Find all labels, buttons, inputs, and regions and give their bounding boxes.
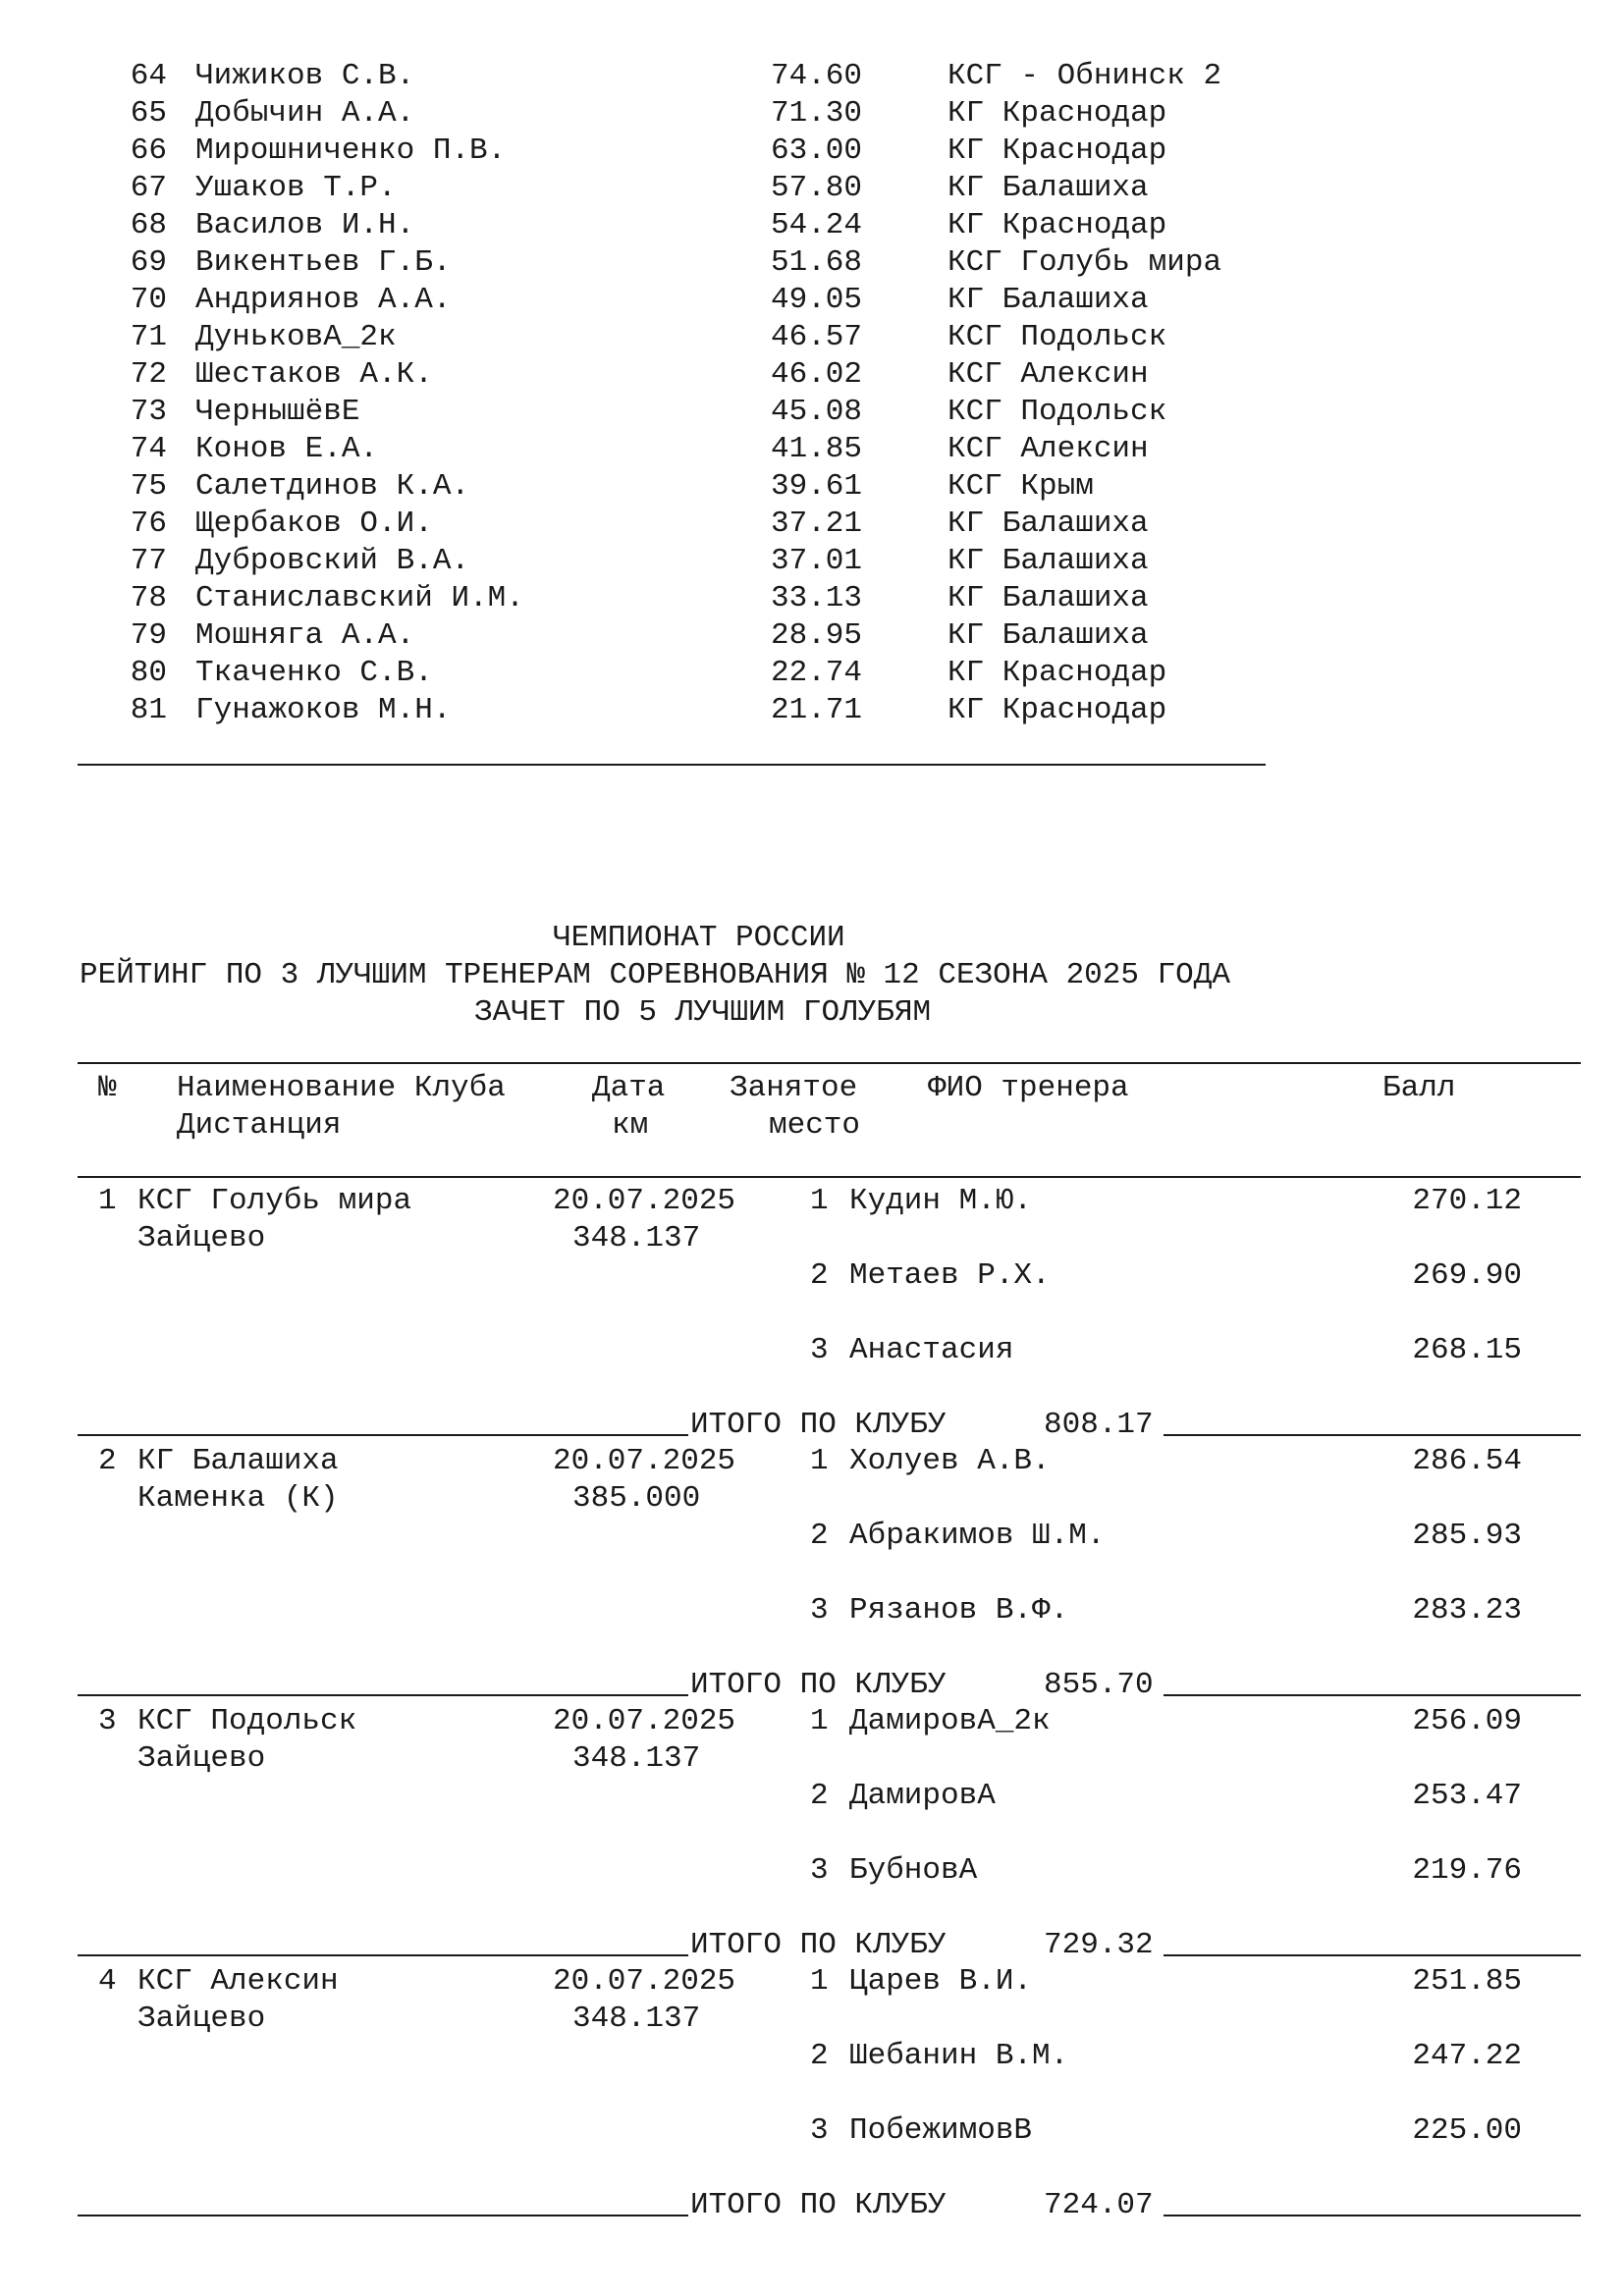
- coach-score: 283.23: [1412, 1593, 1522, 1628]
- ranking-score: 28.95: [771, 618, 863, 653]
- ranking-club: КГ Краснодар: [947, 96, 1167, 131]
- ranking-num: 68: [130, 208, 167, 242]
- ranking-name: Мошняга А.А.: [195, 618, 415, 653]
- ranking-name: Ушаков Т.Р.: [195, 171, 397, 205]
- ranking-num: 65: [130, 96, 167, 131]
- club-km: 348.137: [572, 2002, 701, 2036]
- ranking-num: 70: [130, 283, 167, 317]
- ranking-score: 33.13: [771, 581, 863, 615]
- ranking-club: КСГ - Обнинск 2: [947, 59, 1222, 93]
- ranking-score: 54.24: [771, 208, 863, 242]
- header-distance: Дистанция: [177, 1108, 342, 1143]
- coach-score: 219.76: [1412, 1853, 1522, 1888]
- coach-score: 268.15: [1412, 1333, 1522, 1367]
- coach-score: 253.47: [1412, 1779, 1522, 1813]
- ranking-name: Конов Е.А.: [195, 432, 379, 466]
- ranking-name: Шестаков А.К.: [195, 357, 433, 392]
- header-score: Балл: [1382, 1071, 1456, 1105]
- coach-score: 270.12: [1412, 1184, 1522, 1218]
- club-num: 2: [98, 1444, 117, 1478]
- ranking-name: Чижиков С.В.: [195, 59, 415, 93]
- ranking-num: 73: [130, 395, 167, 429]
- ranking-row: [0, 357, 1624, 395]
- total-value: 724.07: [1044, 2188, 1154, 2222]
- total-value: 855.70: [1044, 1668, 1154, 1702]
- ranking-name: Василов И.Н.: [195, 208, 415, 242]
- total-label: ИТОГО ПО КЛУБУ: [690, 1668, 947, 1702]
- ranking-list: [0, 59, 1624, 730]
- ranking-name: Добычин А.А.: [195, 96, 415, 131]
- ranking-num: 74: [130, 432, 167, 466]
- coach-score: 256.09: [1412, 1704, 1522, 1738]
- ranking-row: [0, 656, 1624, 693]
- ranking-name: Гунажоков М.Н.: [195, 693, 452, 727]
- total-label: ИТОГО ПО КЛУБУ: [690, 1408, 947, 1442]
- ranking-score: 57.80: [771, 171, 863, 205]
- coach-name: Метаев Р.Х.: [849, 1258, 1051, 1293]
- ranking-row: [0, 171, 1624, 208]
- ranking-club: КСГ Алексин: [947, 357, 1149, 392]
- header-km: км: [612, 1108, 649, 1143]
- ranking-list-bottom-rule: [78, 764, 1266, 766]
- club-name: КСГ Алексин: [137, 1964, 339, 1999]
- coach-score: 247.22: [1412, 2039, 1522, 2073]
- heading-line-2: РЕЙТИНГ ПО 3 ЛУЧШИМ ТРЕНЕРАМ СОРЕВНОВАНИЯ № 12 СЕЗОНА 2025 ГОДА: [80, 958, 1230, 992]
- ranking-num: 66: [130, 133, 167, 168]
- ranking-club: КГ Балашиха: [947, 544, 1149, 578]
- ranking-name: Андриянов А.А.: [195, 283, 452, 317]
- ranking-name: Щербаков О.И.: [195, 507, 433, 541]
- club-km: 385.000: [572, 1481, 701, 1516]
- club-date: 20.07.2025: [553, 1964, 736, 1999]
- ranking-score: 46.02: [771, 357, 863, 392]
- ranking-num: 64: [130, 59, 167, 93]
- coach-rank: 1: [810, 1444, 829, 1478]
- header-num: №: [98, 1071, 117, 1105]
- coach-rank: 1: [810, 1184, 829, 1218]
- ranking-score: 39.61: [771, 469, 863, 504]
- ranking-club: КГ Краснодар: [947, 693, 1167, 727]
- total-rule-right: [1164, 1954, 1581, 1956]
- ranking-name: Мирошниченко П.В.: [195, 133, 507, 168]
- coach-score: 285.93: [1412, 1519, 1522, 1553]
- ranking-row: [0, 507, 1624, 544]
- club-num: 3: [98, 1704, 117, 1738]
- ranking-num: 67: [130, 171, 167, 205]
- coach-rank: 3: [810, 1593, 829, 1628]
- ranking-score: 49.05: [771, 283, 863, 317]
- coach-rank: 2: [810, 1779, 829, 1813]
- ranking-club: КГ Балашиха: [947, 171, 1149, 205]
- ranking-score: 41.85: [771, 432, 863, 466]
- ranking-num: 69: [130, 245, 167, 280]
- coach-name: ПобежимовВ: [849, 2113, 1033, 2148]
- total-rule-left: [78, 1694, 688, 1696]
- total-rule-right: [1164, 1694, 1581, 1696]
- ranking-num: 81: [130, 693, 167, 727]
- coach-rank: 2: [810, 1519, 829, 1553]
- coach-score: 251.85: [1412, 1964, 1522, 1999]
- club-date: 20.07.2025: [553, 1184, 736, 1218]
- club-num: 4: [98, 1964, 117, 1999]
- ranking-score: 63.00: [771, 133, 863, 168]
- coach-name: ДамировА: [849, 1779, 996, 1813]
- table-header-top-rule: [78, 1062, 1581, 1064]
- ranking-row: [0, 395, 1624, 432]
- coach-rank: 1: [810, 1964, 829, 1999]
- ranking-row: [0, 544, 1624, 581]
- coach-rank: 3: [810, 1853, 829, 1888]
- ranking-club: КГ Балашиха: [947, 507, 1149, 541]
- ranking-num: 78: [130, 581, 167, 615]
- coach-name: Абракимов Ш.М.: [849, 1519, 1106, 1553]
- total-rule-left: [78, 2215, 688, 2216]
- club-distance: Каменка (К): [137, 1481, 339, 1516]
- ranking-num: 80: [130, 656, 167, 690]
- coach-rank: 3: [810, 1333, 829, 1367]
- header-place-2: место: [769, 1108, 861, 1143]
- coach-score: 225.00: [1412, 2113, 1522, 2148]
- ranking-club: КГ Балашиха: [947, 283, 1149, 317]
- total-rule-left: [78, 1954, 688, 1956]
- ranking-score: 51.68: [771, 245, 863, 280]
- coach-name: Рязанов В.Ф.: [849, 1593, 1069, 1628]
- ranking-score: 22.74: [771, 656, 863, 690]
- ranking-name: ЧернышёвЕ: [195, 395, 360, 429]
- ranking-row: [0, 320, 1624, 357]
- coach-rank: 1: [810, 1704, 829, 1738]
- ranking-club: КСГ Голубь мира: [947, 245, 1222, 280]
- ranking-club: КСГ Алексин: [947, 432, 1149, 466]
- club-date: 20.07.2025: [553, 1704, 736, 1738]
- ranking-name: Ткаченко С.В.: [195, 656, 433, 690]
- ranking-num: 79: [130, 618, 167, 653]
- ranking-num: 75: [130, 469, 167, 504]
- total-label: ИТОГО ПО КЛУБУ: [690, 2188, 947, 2222]
- ranking-row: [0, 208, 1624, 245]
- coach-rank: 2: [810, 2039, 829, 2073]
- ranking-club: КСГ Подольск: [947, 320, 1167, 354]
- ranking-score: 45.08: [771, 395, 863, 429]
- total-rule-right: [1164, 2215, 1581, 2216]
- header-coach: ФИО тренера: [928, 1071, 1129, 1105]
- ranking-score: 21.71: [771, 693, 863, 727]
- ranking-name: Дубровский В.А.: [195, 544, 470, 578]
- coach-rank: 2: [810, 1258, 829, 1293]
- coach-name: Холуев А.В.: [849, 1444, 1051, 1478]
- ranking-num: 76: [130, 507, 167, 541]
- header-date: Дата: [592, 1071, 666, 1105]
- ranking-row: [0, 581, 1624, 618]
- ranking-name: Викентьев Г.Б.: [195, 245, 452, 280]
- ranking-num: 71: [130, 320, 167, 354]
- ranking-row: [0, 283, 1624, 320]
- coach-rank: 3: [810, 2113, 829, 2148]
- heading-line-3: ЗАЧЕТ ПО 5 ЛУЧШИМ ГОЛУБЯМ: [474, 995, 932, 1030]
- ranking-score: 37.21: [771, 507, 863, 541]
- coach-score: 286.54: [1412, 1444, 1522, 1478]
- club-name: КСГ Голубь мира: [137, 1184, 412, 1218]
- coach-name: ДамировА_2к: [849, 1704, 1051, 1738]
- ranking-club: КГ Краснодар: [947, 133, 1167, 168]
- ranking-row: [0, 133, 1624, 171]
- ranking-row: [0, 245, 1624, 283]
- club-name: КСГ Подольск: [137, 1704, 357, 1738]
- header-place-1: Занятое: [730, 1071, 858, 1105]
- ranking-club: КСГ Крым: [947, 469, 1094, 504]
- ranking-row: [0, 618, 1624, 656]
- coach-name: Анастасия: [849, 1333, 1014, 1367]
- ranking-club: КСГ Подольск: [947, 395, 1167, 429]
- coach-score: 269.90: [1412, 1258, 1522, 1293]
- ranking-row: [0, 432, 1624, 469]
- heading-line-1: ЧЕМПИОНАТ РОССИИ: [553, 921, 845, 955]
- ranking-club: КГ Балашиха: [947, 618, 1149, 653]
- ranking-num: 72: [130, 357, 167, 392]
- ranking-club: КГ Балашиха: [947, 581, 1149, 615]
- ranking-num: 77: [130, 544, 167, 578]
- ranking-row: [0, 693, 1624, 730]
- coach-name: БубновА: [849, 1853, 978, 1888]
- ranking-club: КГ Краснодар: [947, 656, 1167, 690]
- ranking-name: Станиславский И.М.: [195, 581, 524, 615]
- coach-name: Шебанин В.М.: [849, 2039, 1069, 2073]
- total-rule-right: [1164, 1434, 1581, 1436]
- club-distance: Зайцево: [137, 1221, 266, 1255]
- ranking-row: [0, 59, 1624, 96]
- table-header-bottom-rule: [78, 1176, 1581, 1178]
- ranking-name: Салетдинов К.А.: [195, 469, 470, 504]
- ranking-score: 46.57: [771, 320, 863, 354]
- coach-name: Царев В.И.: [849, 1964, 1033, 1999]
- club-date: 20.07.2025: [553, 1444, 736, 1478]
- total-label: ИТОГО ПО КЛУБУ: [690, 1928, 947, 1962]
- club-num: 1: [98, 1184, 117, 1218]
- club-km: 348.137: [572, 1221, 701, 1255]
- total-rule-left: [78, 1434, 688, 1436]
- ranking-row: [0, 469, 1624, 507]
- club-distance: Зайцево: [137, 1741, 266, 1776]
- ranking-name: ДуньковА_2к: [195, 320, 397, 354]
- total-value: 729.32: [1044, 1928, 1154, 1962]
- coach-name: Кудин М.Ю.: [849, 1184, 1033, 1218]
- ranking-score: 37.01: [771, 544, 863, 578]
- ranking-club: КГ Краснодар: [947, 208, 1167, 242]
- club-distance: Зайцево: [137, 2002, 266, 2036]
- header-club: Наименование Клуба: [177, 1071, 506, 1105]
- ranking-score: 74.60: [771, 59, 863, 93]
- total-value: 808.17: [1044, 1408, 1154, 1442]
- ranking-score: 71.30: [771, 96, 863, 131]
- club-km: 348.137: [572, 1741, 701, 1776]
- ranking-row: [0, 96, 1624, 133]
- club-name: КГ Балашиха: [137, 1444, 339, 1478]
